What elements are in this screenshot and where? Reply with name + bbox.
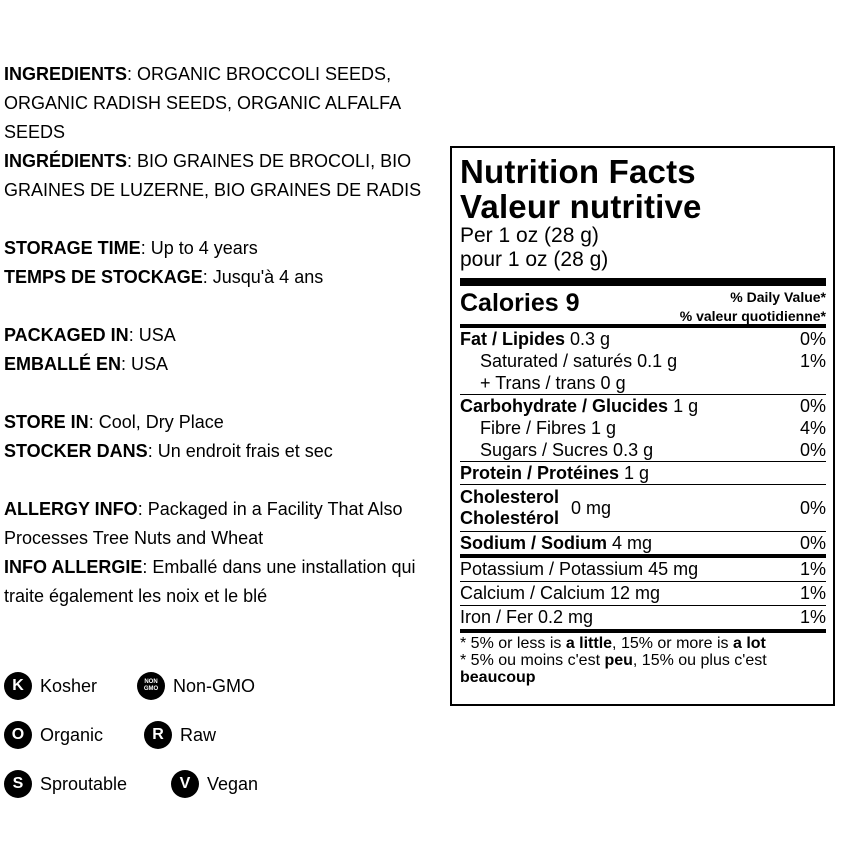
- badge-label: Sproutable: [40, 773, 128, 794]
- potassium-label: Potassium / Potassium 45 mg: [460, 559, 699, 579]
- sodium-row: [460, 532, 826, 554]
- cholesterol-label-fr: Cholestérol: [460, 508, 560, 528]
- daily-value-fr: % valeur quotidienne*: [679, 308, 826, 324]
- badge-vegan: [171, 768, 258, 800]
- spacer: [4, 205, 449, 234]
- serving-size-fr: pour 1 oz (28 g): [460, 248, 609, 271]
- fat-row: [460, 328, 826, 350]
- nutrition-facts-panel: [450, 146, 835, 706]
- sugars-label: Sugars / Sucres 0.3 g: [480, 440, 654, 460]
- badge-label: Organic: [40, 724, 104, 745]
- store-in-en: [4, 408, 449, 437]
- daily-value-header: [680, 286, 826, 326]
- fibre-label: Fibre / Fibres 1 g: [480, 418, 617, 438]
- footnote-text: , 15% ou plus c'est: [632, 652, 767, 669]
- saturated-row: [460, 350, 826, 372]
- sugars-pct: 0%: [799, 440, 826, 460]
- carb-row: [460, 395, 826, 417]
- saturated-pct: 1%: [799, 351, 826, 371]
- vegan-icon: V: [171, 770, 199, 798]
- divider: [460, 278, 826, 286]
- footnote-text: * 5% or less is: [460, 635, 566, 652]
- ingredients-en-label: INGREDIENTS: [4, 64, 128, 84]
- iron-label: Iron / Fer 0.2 mg: [460, 607, 594, 627]
- footnote-bold: a little: [565, 635, 613, 652]
- footnote-bold: a lot: [732, 635, 766, 652]
- packaged-en-text: : USA: [128, 325, 176, 345]
- badge-organic: [4, 719, 103, 751]
- storage-en-text: : Up to 4 years: [140, 238, 258, 258]
- organic-icon: O: [4, 721, 32, 749]
- sugars-row: [460, 439, 826, 461]
- store-in-en-text: : Cool, Dry Place: [88, 412, 224, 432]
- ingredients-fr-text: : BIO GRAINES DE BROCOLI, BIO GRAINES DE LUZERNE, BIO GRAINES DE RADIS: [4, 151, 422, 200]
- trans-row: [460, 372, 826, 394]
- cholesterol-row: [460, 485, 826, 531]
- footnote-en: [460, 635, 826, 652]
- calcium-pct: 1%: [799, 583, 826, 603]
- badge-sproutable: [4, 768, 127, 800]
- trans-label: + Trans / trans 0 g: [480, 373, 626, 393]
- allergy-fr-text: : Emballé dans une installation qui traite également les noix et le blé: [4, 557, 416, 606]
- store-in-fr-text: : Un endroit frais et sec: [147, 441, 333, 461]
- sodium-amount: 4 mg: [607, 533, 653, 553]
- storage-fr: [4, 263, 449, 292]
- fat-amount: 0.3 g: [565, 329, 611, 349]
- allergy-en-text: : Packaged in a Facility That Also Processes Tree Nuts and Wheat: [4, 499, 403, 548]
- footnote-text: * 5% ou moins c'est: [460, 652, 605, 669]
- sodium-pct: 0%: [799, 533, 826, 553]
- serving-size-en: Per 1 oz (28 g): [460, 224, 599, 247]
- carb-label: Carbohydrate / Glucides: [460, 396, 669, 416]
- packaged-fr-text: : USA: [121, 354, 169, 374]
- packaged-en-label: PACKAGED IN: [4, 325, 129, 345]
- carb-amount: 1 g: [668, 396, 699, 416]
- potassium-row: [460, 558, 826, 581]
- allergy-fr: [4, 553, 449, 611]
- store-in-en-label: STORE IN: [4, 412, 89, 432]
- nutrition-title-fr: Valeur nutritive: [460, 188, 702, 225]
- protein-row: [460, 462, 826, 484]
- allergy-fr-label: INFO ALLERGIE: [4, 557, 143, 577]
- packaged-en: [4, 321, 449, 350]
- carb-pct: 0%: [799, 396, 826, 416]
- saturated-label: Saturated / saturés 0.1 g: [480, 351, 678, 371]
- storage-fr-text: : Jusqu'à 4 ans: [202, 267, 324, 287]
- product-info: [4, 60, 449, 611]
- spacer: [4, 292, 449, 321]
- store-in-fr: [4, 437, 449, 466]
- protein-amount: 1 g: [619, 463, 650, 483]
- fibre-pct: 4%: [799, 418, 826, 438]
- storage-en: [4, 234, 449, 263]
- footnote-fr: [460, 652, 826, 686]
- calcium-row: [460, 582, 826, 605]
- allergy-en-label: ALLERGY INFO: [4, 499, 138, 519]
- cholesterol-pct: 0%: [799, 497, 826, 518]
- fibre-row: [460, 417, 826, 439]
- store-in-fr-label: STOCKER DANS: [4, 441, 148, 461]
- fat-pct: 0%: [799, 329, 826, 349]
- cholesterol-label-en: Cholesterol: [460, 487, 560, 507]
- cholesterol-amount: 0 mg: [571, 497, 612, 518]
- badge-non-gmo: [137, 670, 255, 702]
- packaged-fr: [4, 350, 449, 379]
- footnote: [460, 633, 826, 686]
- kosher-icon: K: [4, 672, 32, 700]
- iron-row: [460, 606, 826, 629]
- calories: Calories 9: [460, 289, 580, 317]
- ingredients-en: [4, 60, 449, 147]
- footnote-bold: peu: [604, 652, 633, 669]
- spacer: [4, 379, 449, 408]
- footnote-bold: beaucoup: [460, 669, 536, 686]
- nutrition-title-en: Nutrition Facts: [460, 153, 696, 190]
- footnote-text: , 15% or more is: [612, 635, 733, 652]
- calcium-label: Calcium / Calcium 12 mg: [460, 583, 661, 603]
- raw-icon: R: [144, 721, 172, 749]
- storage-fr-label: TEMPS DE STOCKAGE: [4, 267, 203, 287]
- ingredients-fr: [4, 147, 449, 205]
- storage-en-label: STORAGE TIME: [4, 238, 141, 258]
- potassium-pct: 1%: [799, 559, 826, 579]
- non-gmo-icon: NON GMO: [137, 672, 165, 700]
- badge-kosher: [4, 670, 97, 702]
- fat-label: Fat / Lipides: [460, 329, 566, 349]
- daily-value-en: % Daily Value*: [730, 289, 826, 305]
- badge-label: Non-GMO: [173, 675, 256, 696]
- badge-label: Raw: [180, 724, 217, 745]
- packaged-fr-label: EMBALLÉ EN: [4, 354, 121, 374]
- cholesterol-label: [460, 487, 559, 529]
- badge-raw: [144, 719, 216, 751]
- spacer: [4, 466, 449, 495]
- sproutable-icon: S: [4, 770, 32, 798]
- iron-pct: 1%: [799, 607, 826, 627]
- calories-row: [460, 286, 826, 324]
- ingredients-fr-label: INGRÉDIENTS: [4, 151, 128, 171]
- badge-label: Vegan: [207, 773, 259, 794]
- protein-label: Protein / Protéines: [460, 463, 620, 483]
- sodium-label: Sodium / Sodium: [460, 533, 607, 553]
- badge-label: Kosher: [40, 675, 98, 696]
- allergy-en: [4, 495, 449, 553]
- ingredients-en-text: : ORGANIC BROCCOLI SEEDS, ORGANIC RADISH SEEDS, ORGANIC ALFALFA SEEDS: [4, 64, 401, 142]
